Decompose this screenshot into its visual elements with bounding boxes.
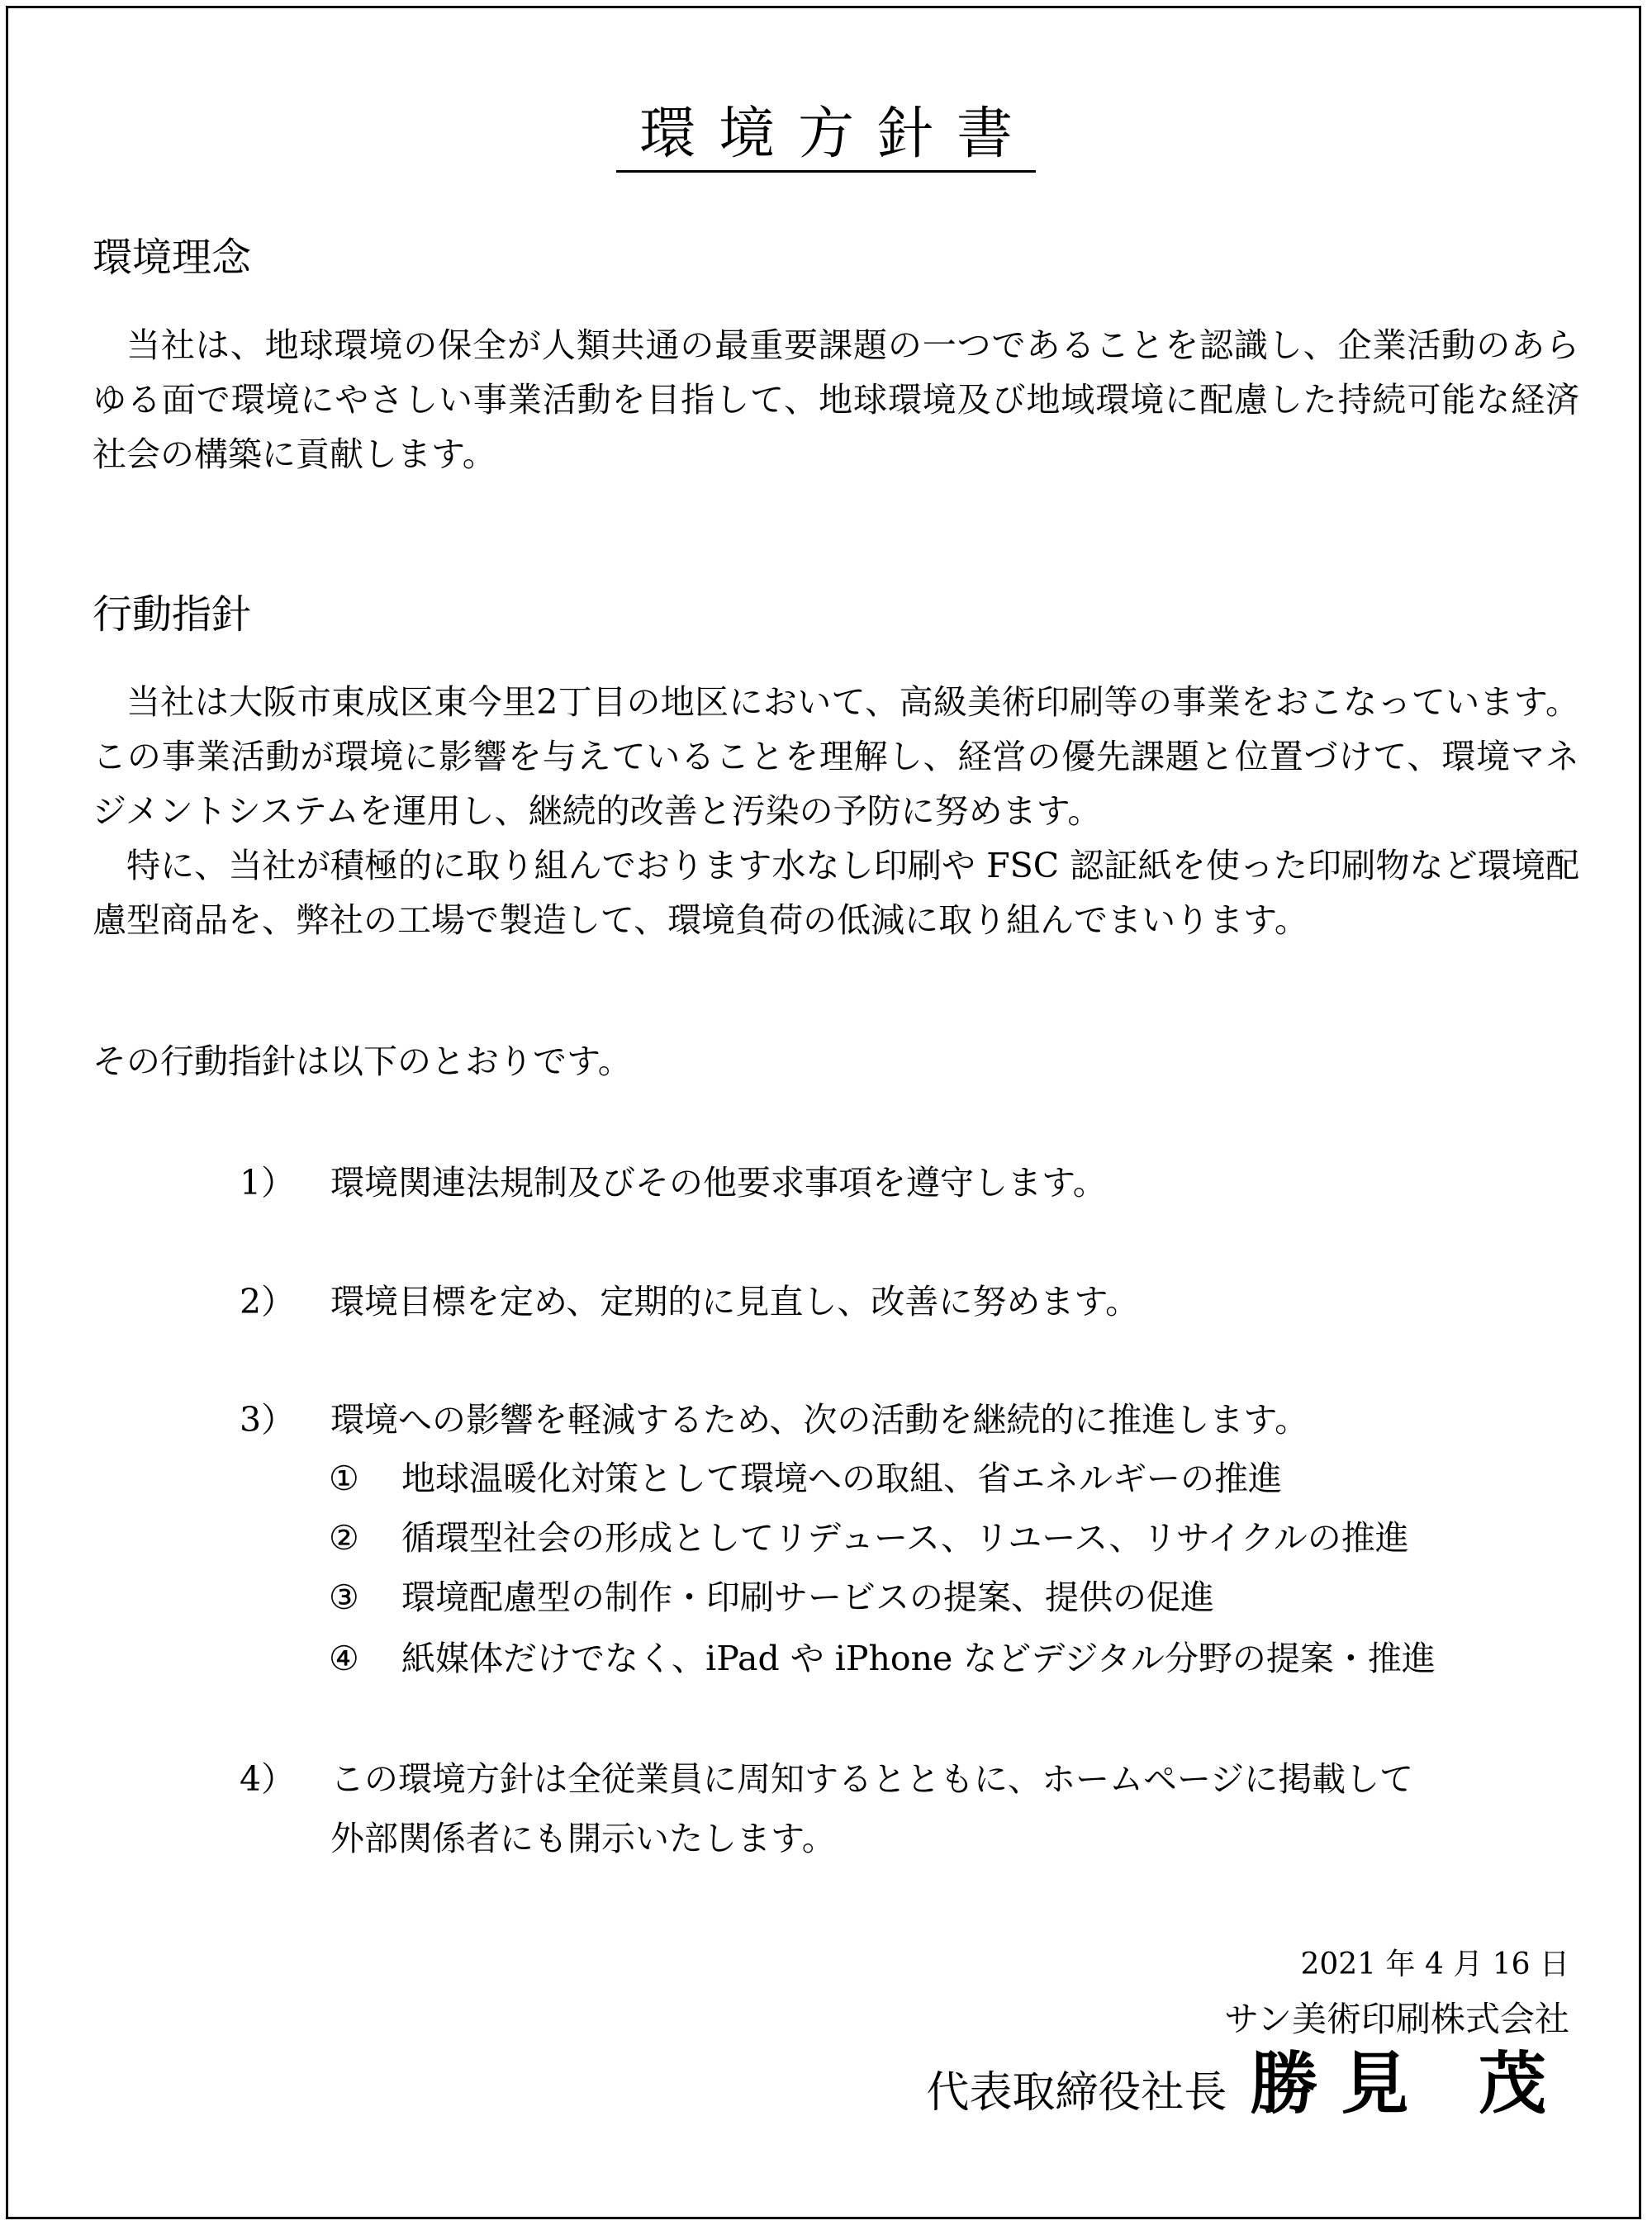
sub-item-text: 環境配慮型の制作・印刷サービスの提案、提供の促進 — [401, 1578, 1214, 1617]
representative — [926, 2038, 1569, 2138]
guidelines-body — [93, 675, 1579, 947]
sub-item — [329, 1573, 1214, 1622]
item-number: 1） — [240, 1163, 296, 1203]
document-title: 環境方針書 — [0, 97, 1652, 172]
item-text: 環境への影響を軽減するため、次の活動を継続的に推進します。 — [330, 1400, 1309, 1440]
sub-item — [329, 1634, 1436, 1683]
sub-item-mark: ② — [329, 1518, 359, 1558]
guidelines-paragraph-1: 当社は大阪市東成区東今里2丁目の地区において、高級美術印刷等の事業をおこなっています。この事業活動が環境に影響を与えていることを理解し、経営の優先課題と位置づけて、環境マネジメントシステムを運用し、継続的改善と汚染の予防に努めます。 — [93, 682, 1579, 831]
item-text: 環境関連法規制及びその他要求事項を遵守します。 — [330, 1163, 1107, 1203]
guidelines-intro: その行動指針は以下のとおりです。 — [93, 1041, 632, 1081]
item-number: 2） — [240, 1282, 296, 1321]
sub-item — [329, 1513, 1409, 1563]
guidelines-paragraph-2: 特に、当社が積極的に取り組んでおります水なし印刷や FSC 認証紙を使った印刷物など環境配慮型商品を、弊社の工場で製造して、環境負荷の低減に取り組んでまいります。 — [93, 846, 1579, 940]
sub-item-mark: ① — [329, 1459, 359, 1498]
item-number: 3） — [240, 1400, 296, 1440]
guidelines-heading: 行動指針 — [93, 591, 252, 638]
item-text: この環境方針は全従業員に周知するとともに、ホームページに掲載して — [330, 1759, 1414, 1799]
sub-item-text: 紙媒体だけでなく、iPad や iPhone などデジタル分野の提案・推進 — [401, 1639, 1436, 1678]
item-text-continued: 外部関係者にも開示いたします。 — [330, 1819, 836, 1858]
sub-item-text: 循環型社会の形成としてリデュース、リユース、リサイクルの推進 — [401, 1518, 1409, 1558]
issue-date: 2021 年 4 月 16 日 — [1300, 1948, 1569, 1981]
sub-item-mark: ③ — [329, 1578, 359, 1617]
company-name: サン美術印刷株式会社 — [1224, 1999, 1569, 2039]
sub-item — [329, 1454, 1282, 1503]
sub-item-text: 地球温暖化対策として環境への取組、省エネルギーの推進 — [401, 1459, 1282, 1498]
philosophy-body: 当社は、地球環境の保全が人類共通の最重要課題の一つであることを認識し、企業活動のあらゆる面で環境にやさしい事業活動を目指して、地球環境及び地域環境に配慮した持続可能な経済社会の構築に貢献します。 — [93, 325, 1579, 474]
item-text: 環境目標を定め、定期的に見直し、改善に努めます。 — [330, 1282, 1140, 1321]
philosophy-heading: 環境理念 — [93, 235, 252, 281]
item-number: 4） — [240, 1759, 296, 1799]
representative-name: 勝見 茂 — [1250, 2044, 1569, 2123]
representative-position: 代表取締役社長 — [926, 2068, 1227, 2118]
sub-item-mark: ④ — [329, 1639, 359, 1678]
